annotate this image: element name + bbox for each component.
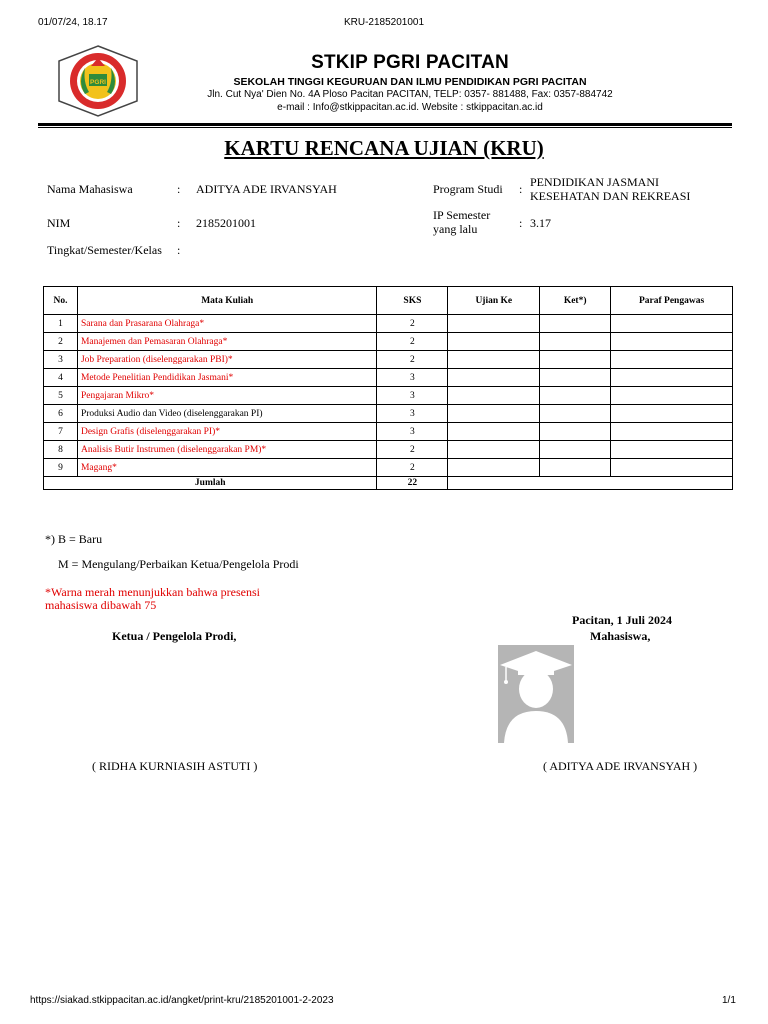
row-sks: 2 xyxy=(377,441,448,459)
row-no: 1 xyxy=(44,315,78,333)
total-label: Jumlah xyxy=(44,477,377,490)
left-signatory-role: Ketua / Pengelola Prodi, xyxy=(112,629,237,643)
ip-label-line1: IP Semester xyxy=(433,208,491,222)
table-row xyxy=(44,351,733,369)
row-ket xyxy=(540,333,611,351)
header-paraf: Paraf Pengawas xyxy=(611,287,733,315)
row-no: 4 xyxy=(44,369,78,387)
header-rule-thin xyxy=(38,127,732,128)
total-sks: 22 xyxy=(377,477,448,490)
document-title: KARTU RENCANA UJIAN (KRU) xyxy=(224,136,544,160)
note-baru: *) B = Baru xyxy=(45,532,103,546)
exam-plan-table xyxy=(43,286,733,490)
table-row xyxy=(44,315,733,333)
row-ket xyxy=(540,405,611,423)
right-signatory-role: Mahasiswa, xyxy=(590,629,651,643)
row-no: 6 xyxy=(44,405,78,423)
note-red-line2: mahasiswa dibawah 75 xyxy=(45,598,157,612)
row-course: Job Preparation (diselenggarakan PBI)* xyxy=(77,351,377,369)
row-course: Analisis Butir Instrumen (diselenggarakan PM)* xyxy=(77,441,377,459)
row-exam xyxy=(448,387,540,405)
row-exam xyxy=(448,423,540,441)
table-body xyxy=(44,315,733,477)
row-exam xyxy=(448,441,540,459)
left-signatory-name: ( RIDHA KURNIASIH ASTUTI ) xyxy=(92,759,258,773)
row-no: 7 xyxy=(44,423,78,441)
institution-address: Jln. Cut Nya' Dien No. 4A Ploso Pacitan PACITAN, TELP: 0357- 881488, Fax: 0357-884742 xyxy=(207,89,613,100)
row-course: Pengajaran Mikro* xyxy=(77,387,377,405)
table-row xyxy=(44,405,733,423)
program-colon: : xyxy=(519,182,523,196)
ip-label-line2: yang lalu xyxy=(433,222,478,236)
row-sks: 2 xyxy=(377,315,448,333)
row-sks: 3 xyxy=(377,369,448,387)
row-paraf xyxy=(611,333,733,351)
row-sks: 3 xyxy=(377,405,448,423)
nim-label: NIM xyxy=(47,216,71,230)
print-page-number: 1/1 xyxy=(722,995,736,1006)
row-ket xyxy=(540,387,611,405)
institution-logo-icon xyxy=(55,44,141,118)
row-no: 9 xyxy=(44,459,78,477)
row-no: 8 xyxy=(44,441,78,459)
row-exam xyxy=(448,369,540,387)
row-sks: 2 xyxy=(377,333,448,351)
header-exam: Ujian Ke xyxy=(448,287,540,315)
header-ket: Ket*) xyxy=(540,287,611,315)
row-paraf xyxy=(611,405,733,423)
student-name-colon: : xyxy=(177,182,181,196)
row-paraf xyxy=(611,387,733,405)
ip-value: 3.17 xyxy=(530,216,551,230)
row-ket xyxy=(540,369,611,387)
level-label: Tingkat/Semester/Kelas xyxy=(47,243,162,257)
row-no: 5 xyxy=(44,387,78,405)
logo-text: PGRI xyxy=(90,79,106,86)
row-sks: 2 xyxy=(377,351,448,369)
row-sks: 2 xyxy=(377,459,448,477)
header-rule-thick xyxy=(38,123,732,126)
row-course: Produksi Audio dan Video (diselenggarakan PI) xyxy=(77,405,377,423)
row-exam xyxy=(448,405,540,423)
row-paraf xyxy=(611,441,733,459)
row-exam xyxy=(448,459,540,477)
row-course: Design Grafis (diselenggarakan PI)* xyxy=(77,423,377,441)
institution-long-name: SEKOLAH TINGGI KEGURUAN DAN ILMU PENDIDIKAN PGRI PACITAN xyxy=(233,76,587,88)
institution-name: STKIP PGRI PACITAN xyxy=(311,52,509,73)
table-row xyxy=(44,441,733,459)
table-row xyxy=(44,423,733,441)
program-label: Program Studi xyxy=(433,182,503,196)
row-exam xyxy=(448,333,540,351)
row-no: 3 xyxy=(44,351,78,369)
row-paraf xyxy=(611,423,733,441)
note-red-line1: *Warna merah menunjukkan bahwa presensi xyxy=(45,585,260,599)
row-ket xyxy=(540,351,611,369)
row-sks: 3 xyxy=(377,423,448,441)
total-empty xyxy=(448,477,733,490)
right-signatory-name: ( ADITYA ADE IRVANSYAH ) xyxy=(543,759,698,773)
row-course: Sarana dan Prasarana Olahraga* xyxy=(77,315,377,333)
nim-colon: : xyxy=(177,216,181,230)
row-exam xyxy=(448,315,540,333)
header-no: No. xyxy=(44,287,78,315)
table-row xyxy=(44,333,733,351)
row-paraf xyxy=(611,369,733,387)
note-mengulang: M = Mengulang/Perbaikan Ketua/Pengelola Prodi xyxy=(58,557,299,571)
student-photo-placeholder-icon xyxy=(498,645,574,743)
place-date: Pacitan, 1 Juli 2024 xyxy=(572,613,673,627)
print-datetime: 01/07/24, 18.17 xyxy=(38,17,108,28)
row-paraf xyxy=(611,315,733,333)
header-course: Mata Kuliah xyxy=(77,287,377,315)
row-exam xyxy=(448,351,540,369)
student-name-value: ADITYA ADE IRVANSYAH xyxy=(196,182,337,196)
row-sks: 3 xyxy=(377,387,448,405)
row-course: Manajemen dan Pemasaran Olahraga* xyxy=(77,333,377,351)
header-sks: SKS xyxy=(377,287,448,315)
ip-colon: : xyxy=(519,216,523,230)
row-ket xyxy=(540,441,611,459)
table-row xyxy=(44,387,733,405)
program-value-line1: PENDIDIKAN JASMANI xyxy=(530,175,659,189)
table-row xyxy=(44,369,733,387)
row-no: 2 xyxy=(44,333,78,351)
institution-contact: e-mail : Info@stkippacitan.ac.id. Website : stkippacitan.ac.id xyxy=(277,102,543,113)
row-paraf xyxy=(611,459,733,477)
print-doc-code: KRU-2185201001 xyxy=(343,17,425,28)
nim-value: 2185201001 xyxy=(196,216,256,230)
row-course: Magang* xyxy=(77,459,377,477)
print-url: https://siakad.stkippacitan.ac.id/angket/print-kru/2185201001-2-2023 xyxy=(30,995,334,1006)
row-paraf xyxy=(611,351,733,369)
program-value-line2: KESEHATAN DAN REKREASI xyxy=(530,189,691,203)
table-total-row xyxy=(44,477,733,490)
row-course: Metode Penelitian Pendidikan Jasmani* xyxy=(77,369,377,387)
level-colon: : xyxy=(177,243,181,257)
student-name-label: Nama Mahasiswa xyxy=(47,182,133,196)
row-ket xyxy=(540,315,611,333)
row-ket xyxy=(540,459,611,477)
row-ket xyxy=(540,423,611,441)
table-header-row xyxy=(44,287,733,315)
table-row xyxy=(44,459,733,477)
